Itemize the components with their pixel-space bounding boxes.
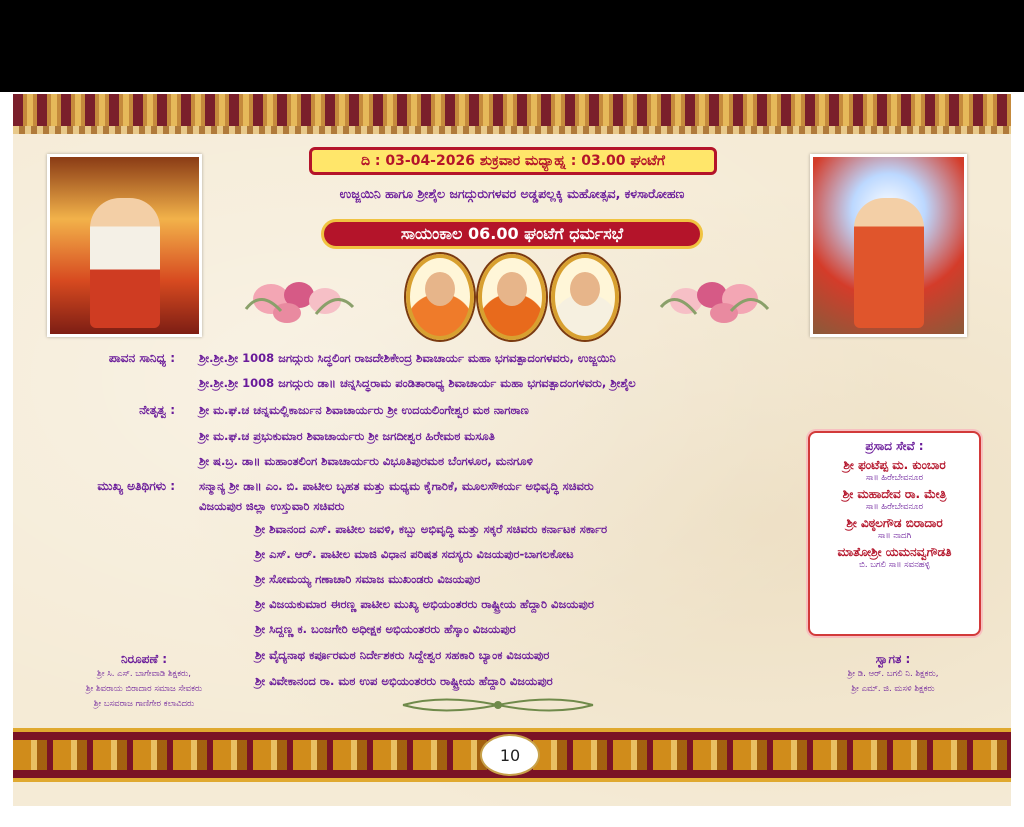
evening-banner: ಸಾಯಂಕಾಲ 06.00 ಘಂಟೆಗೆ ಧರ್ಮಸಭೆ xyxy=(321,219,703,249)
left-swamiji-photo xyxy=(47,154,202,337)
event-subtitle: ಉಜ್ಜಯಿನಿ ಹಾಗೂ ಶ್ರೀಶೈಲ ಜಗದ್ಗುರುಗಳವರ ಅಡ್ಡಪಲ್ಲಕ್ಕಿ ಮಹೋತ್ಸವ, ಕಳಸಾರೋಹಣ xyxy=(339,186,685,201)
sannidhya-line-2: ಶ್ರೀ.ಶ್ರೀ.ಶ್ರೀ 1008 ಜಗದ್ಗುರು ಡಾ॥ ಚನ್ನಸಿದ್ಧರಾಮ ಪಂಡಿತಾರಾಧ್ಯ ಶಿವಾಚಾರ್ಯ ಮಹಾ ಭಗವತ್ಪಾದಂಗಳವರು, ಶ್ರೀಶೈಲ xyxy=(199,376,636,390)
guest-line: ಶ್ರೀ ಸಿದ್ದಣ್ಣ ಕ. ಬಂಜಗೇರಿ ಅಧೀಕ್ಷಕ ಅಭಿಯಂತರರು ಹೆಸ್ಕಾಂ ವಿಜಯಪುರ xyxy=(255,622,516,636)
prasad-donor-name: ಶ್ರೀ ವಿಠ್ಠಲಗೌಡ ಬಿರಾದಾರ xyxy=(846,516,943,530)
chief-guest-line-2: ವಿಜಯಪುರ ಜಿಲ್ಲಾ ಉಸ್ತುವಾರಿ ಸಚಿವರು xyxy=(199,499,345,513)
netrutva-line-2: ಶ್ರೀ ಮ.ಘ.ಚ ಪ್ರಭುಕುಮಾರ ಶಿವಾಚಾರ್ಯರು ಶ್ರೀ ಜಗದೀಶ್ವರ ಹಿರೇಮಠ ಮಸೂತಿ xyxy=(199,429,495,443)
sannidhya-line-1: ಶ್ರೀ.ಶ್ರೀ.ಶ್ರೀ 1008 ಜಗದ್ಗುರು ಸಿದ್ಧಲಿಂಗ ರಾಜದೇಶಿಕೇಂದ್ರ ಶಿವಾಚಾರ್ಯ ಮಹಾ ಭಗವತ್ಪಾದಂಗಳವರು, ಉಜ್ಜಯಿನಿ xyxy=(199,351,616,365)
guest-line: ಶ್ರೀ ವಿವೇಕಾನಂದ ರಾ. ಮಠ ಉಪ ಅಭಿಯಂತರರು ರಾಷ್ಟ್ರೀಯ ಹೆದ್ದಾರಿ ವಿಜಯಪುರ xyxy=(255,674,553,688)
swagata-section xyxy=(793,652,993,697)
netrutva-line-3: ಶ್ರೀ ಷ.ಬ್ರ. ಡಾ॥ ಮಹಾಂತಲಿಂಗ ಶಿವಾಚಾರ್ಯರು ವಿಭೂತಿಪುರಮಠ ಬೆಂಗಳೂರ, ಮನಗೂಳಿ xyxy=(199,454,533,468)
swagata-heading: ಸ್ವಾಗತ : xyxy=(875,652,911,666)
date-banner: ದಿ : 03-04-2026 ಶುಕ್ರವಾರ ಮಧ್ಯಾಹ್ನ : 03.00 ಘಂಟೆಗೆ xyxy=(309,147,717,175)
prasad-donor-name: ಶ್ರೀ ಮಹಾದೇವ ರಾ. ಮೇತ್ರಿ xyxy=(842,487,947,501)
prasad-donor-place: ಸಾ॥ ಹಿರೇಬೇವನೂರ xyxy=(865,502,924,512)
guest-line: ಶ್ರೀ ವಿಜಯಕುಮಾರ ಈರಣ್ಣ ಪಾಟೀಲ ಮುಖ್ಯ ಅಭಿಯಂತರರು ರಾಷ್ಟ್ರೀಯ ಹೆದ್ದಾರಿ ವಿಜಯಪುರ xyxy=(255,597,594,611)
nirupane-section xyxy=(49,652,239,712)
left-swamiji-figure xyxy=(90,198,160,328)
label-pavana-sannidhya: ಪಾವನ ಸಾನಿಧ್ಯ : xyxy=(108,351,175,365)
nirupane-line: ಶ್ರೀ ಸಿ. ಎಸ್. ಬಾಗೇವಾಡಿ ಶಿಕ್ಷಕರು, xyxy=(97,669,191,679)
top-decorative-border xyxy=(13,94,1011,134)
right-swamiji-figure xyxy=(854,198,924,328)
guest-line: ಶ್ರೀ ಶಿವಾನಂದ ಎಸ್. ಪಾಟೀಲ ಜವಳಿ, ಕಬ್ಬು ಅಭಿವೃದ್ಧಿ ಮತ್ತು ಸಕ್ಕರೆ ಸಚಿವರು ಕರ್ನಾಟಕ ಸರ್ಕಾರ xyxy=(255,522,608,536)
netrutva-line-1: ಶ್ರೀ ಮ.ಘ.ಚ ಚನ್ನಮಲ್ಲಿಕಾರ್ಜುನ ಶಿವಾಚಾರ್ಯರು ಶ್ರೀ ಉದಯಲಿಂಗೇಶ್ವರ ಮಠ ನಾಗಠಾಣ xyxy=(199,403,529,417)
flower-bouquet-right xyxy=(656,269,771,327)
right-swamiji-photo xyxy=(810,154,967,337)
guest-line: ಶ್ರೀ ವೈದ್ಯನಾಥ ಕರ್ಪೂರಮಠ ನಿರ್ದೇಶಕರು ಸಿದ್ದೇಶ್ವರ ಸಹಕಾರಿ ಬ್ಯಾಂಕ ವಿಜಯಪುರ xyxy=(255,648,550,662)
nirupane-line: ಶ್ರೀ ಬಸವರಾಜ ಗಾಣಿಗೇರ ಕಲಾವಿದರು xyxy=(93,699,195,709)
swagata-line: ಶ್ರೀ ಡಿ. ಆರ್. ಬಗಲಿ ನಿ. ಶಿಕ್ಷಕರು, xyxy=(847,669,939,679)
prasad-donor-place: ಸಾ॥ ಹಿರೇಬೇವನೂರ xyxy=(865,473,924,483)
top-black-bar xyxy=(0,0,1024,92)
chief-guest-line-1: ಸನ್ಮಾನ್ಯ ಶ್ರೀ ಡಾ॥ ಎಂ. ಬಿ. ಪಾಟೀಲ ಬೃಹತ ಮತ್ತು ಮಧ್ಯಮ ಕೈಗಾರಿಕೆ, ಮೂಲಸೌಕರ್ಯ ಅಭಿವೃದ್ಧಿ ಸಚಿವರು xyxy=(199,479,594,493)
prasad-donor-place: ಸಾ॥ ನಾದಗಿ xyxy=(877,531,912,541)
ornament-divider xyxy=(393,694,603,716)
page-number: 10 xyxy=(480,734,540,776)
guest-line: ಶ್ರೀ ಎಸ್. ಆರ್. ಪಾಟೀಲ ಮಾಜಿ ವಿಧಾನ ಪರಿಷತ ಸದಸ್ಯರು ವಿಜಯಪುರ-ಬಾಗಲಕೋಟ xyxy=(255,547,574,561)
swagata-line: ಶ್ರೀ ಎಮ್. ಜಿ. ಮಸಳಿ ಶಿಕ್ಷಕರು xyxy=(851,684,935,694)
prasad-seve-box xyxy=(808,431,981,636)
flower-bouquet-left xyxy=(241,269,356,327)
nirupane-heading: ನಿರೂಪಣೆ : xyxy=(120,652,168,666)
prasad-donor-name: ಶ್ರೀ ಫಂಟೆಪ್ಪ ಮ. ಕುಂಬಾರ xyxy=(843,458,946,472)
label-mukhya-atithigalu: ಮುಖ್ಯ ಅತಿಥಿಗಳು : xyxy=(97,479,175,493)
portrait-swamiji-1 xyxy=(406,254,474,340)
label-netrutva: ನೇತೃತ್ವ : xyxy=(139,403,175,417)
portrait-swamiji-2 xyxy=(478,254,546,340)
prasad-heading: ಪ್ರಸಾದ ಸೇವೆ : xyxy=(865,439,924,453)
nirupane-line: ಶ್ರೀ ಶಿವರಾಯ ಬಿರಾದಾರ ಸಮಾಜ ಸೇವಕರು xyxy=(85,684,203,694)
guest-line: ಶ್ರೀ ಸೋಮಯ್ಯ ಗಣಾಚಾರಿ ಸಮಾಜ ಮುಖಂಡರು ವಿಜಯಪುರ xyxy=(255,572,481,586)
portrait-swamiji-3 xyxy=(551,254,619,340)
prasad-donor-name: ಮಾತೋಶ್ರೀ ಯಮನವ್ವಗೌಡತಿ xyxy=(837,545,952,559)
invitation-page xyxy=(13,94,1011,806)
prasad-donor-place: ಬಿ. ಬಗಲಿ ಸಾ॥ ಸವನಹಳ್ಳಿ xyxy=(859,560,930,570)
